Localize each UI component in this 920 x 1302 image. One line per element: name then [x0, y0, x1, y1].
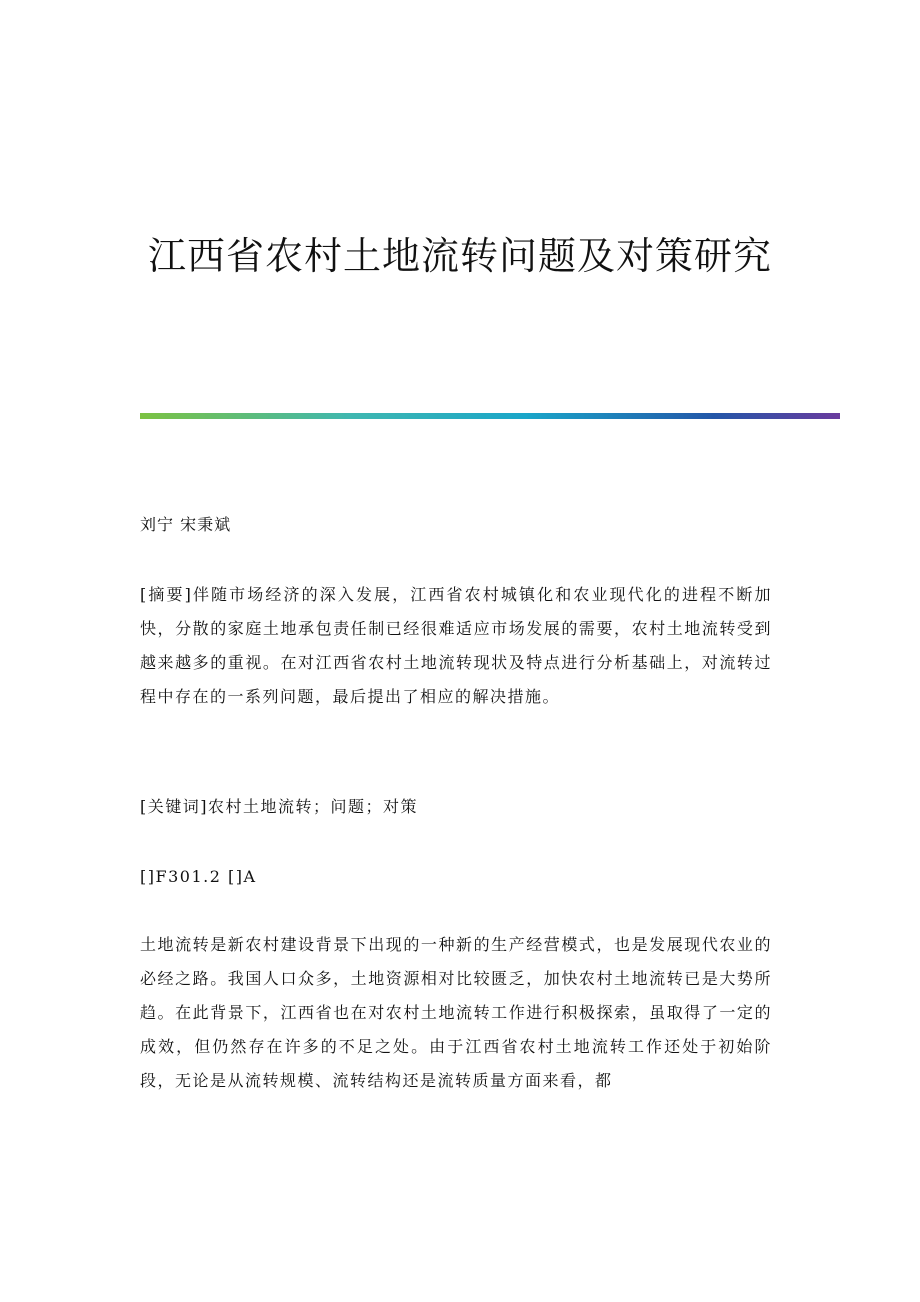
title-divider: [140, 413, 840, 419]
keywords: [关键词]农村土地流转；问题；对策: [140, 797, 418, 816]
abstract: [摘要]伴随市场经济的深入发展，江西省农村城镇化和农业现代化的进程不断加快，分散的家庭土地承包责任制已经很难适应市场发展的需要，农村土地流转受到越来越多的重视。在对江西省农村土地流转现状及特点进行分析基础上，对流转过程中存在的一系列问题，最后提出了相应的解决措施。: [140, 585, 772, 706]
classification-codes: []F301.2 []A: [140, 867, 257, 886]
body-paragraph: 土地流转是新农村建设背景下出现的一种新的生产经营模式，也是发展现代农业的必经之路。我国人口众多，土地资源相对比较匮乏，加快农村土地流转已是大势所趋。在此背景下，江西省也在对农村土地流转工作进行积极探索，虽取得了一定的成效，但仍然存在许多的不足之处。由于江西省农村土地流转工作还处于初始阶段，无论是从流转规模、流转结构还是流转质量方面来看，都: [140, 935, 772, 1090]
authors: 刘宁 宋秉斌: [140, 515, 232, 534]
document-title: 江西省农村土地流转问题及对策研究: [147, 234, 772, 278]
